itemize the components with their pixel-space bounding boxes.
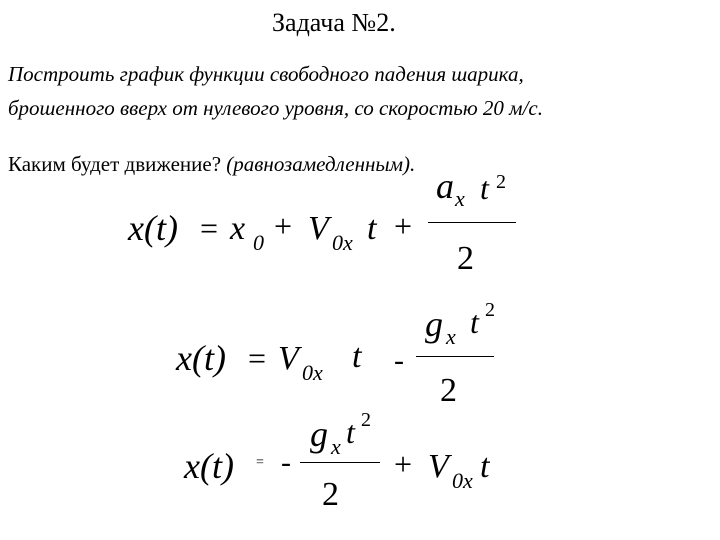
formula3-fraction-bar [300,462,380,463]
formula1-plus-1: + [274,208,293,244]
formula3-num-t: t [346,414,355,450]
task-text-line-2: брошенного вверх от нулевого уровня, со скоростью 20 м/с. [8,96,543,120]
formula1-plus-2: + [394,208,413,244]
formula2-num-t: t [470,304,479,340]
answer-text: (равнозамедленным). [226,152,416,176]
formula1-equals: = [200,210,219,246]
formula1-v: V [308,210,329,247]
formula3-num-g: g [310,414,328,454]
formula3-plus: + [394,446,413,482]
formula3-lhs: x(t) [184,446,234,486]
formula2-num-exp: 2 [485,299,495,321]
formula2-v: V [278,340,299,377]
formula2-v-sub: 0x [302,360,323,385]
formula1-num-a-sub: x [455,186,465,211]
formula2-num-g-sub: x [446,324,456,349]
formula1-num-t: t [480,170,489,206]
task-text-line-1: Построить график функции свободного падения шарика, [8,62,524,86]
formula2-equals: = [248,340,267,376]
formula2-minus: - [394,344,404,377]
formula3-equals: = [256,455,264,470]
formula2-t: t [352,338,362,375]
formula1-num-exp: 2 [496,171,506,193]
formula3-t: t [480,448,490,485]
formula3-minus: - [281,446,291,479]
formula1-den: 2 [457,240,474,277]
formula3-v-sub: 0x [452,468,473,493]
slide-title: Задача №2. [272,8,396,37]
formula2-lhs: x(t) [176,338,226,378]
formula3-v: V [428,448,449,485]
formula3-num-g-sub: x [331,434,341,459]
formula2-den: 2 [440,372,457,409]
formula1-num-a: a [436,166,454,206]
formula3-den: 2 [322,476,339,513]
question-text: Каким будет движение? [8,152,222,176]
formula1-x0-sub: 0 [253,230,264,255]
formula1-t: t [367,210,377,247]
formula1-x0: x [230,210,246,247]
formula2-num-g: g [425,304,443,344]
formula3-num-exp: 2 [361,409,371,431]
formula1-v-sub: 0x [332,230,353,255]
formula1-lhs: x(t) [128,208,178,248]
